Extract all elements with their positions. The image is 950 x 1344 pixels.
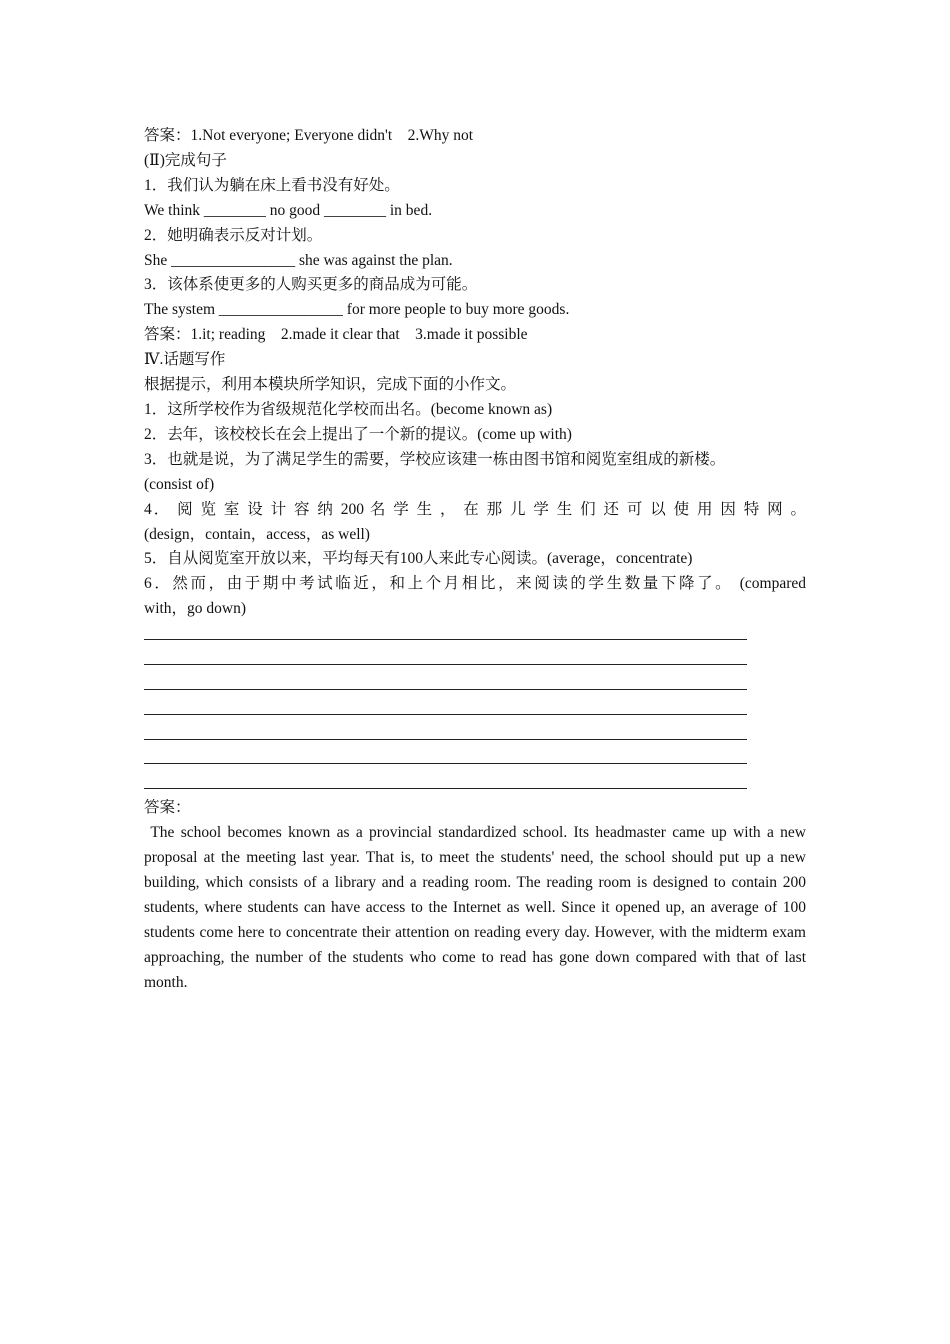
prompt-6-line-2: with，go down)	[144, 600, 247, 618]
sentence-1-chinese: 1．我们认为躺在床上看书没有好处。	[144, 176, 400, 194]
essay-answer: The school becomes known as a provincial standardized school. Its headmaster came up with a new proposal at the meeting last year. That is, to meet the students' need, the school should put up a new building, which consists of a library and a reading room. The reading room is designed to contain 200 students, where students can have access to the Internet as well. Since it opened up, an average of 100 students come here to concentrate their attention on reading every day. However, with the midterm exam approaching, the number of the students who come to read has gone down compared with that of last month.	[144, 824, 806, 991]
writing-line	[144, 747, 747, 772]
prompt-6-line-1: 6．然而，由于期中考试临近，和上个月相比，来阅读的学生数量下降了。 (compared	[144, 575, 806, 593]
sentence-3-english: The system ________________ for more people to buy more goods.	[144, 301, 570, 319]
prompt-3-line-2: (consist of)	[144, 475, 215, 493]
writing-line	[144, 647, 747, 672]
writing-line	[144, 672, 747, 697]
section-iv-instruction: 根据提示，利用本模块所学知识，完成下面的小作文。	[144, 376, 517, 394]
sentence-2-english: She ________________ she was against the plan.	[144, 251, 453, 269]
section-ii-answer: 答案：1.Not everyone; Everyone didn't 2.Why not	[144, 127, 474, 144]
prompt-4-line-1: 4． 阅 览 室 设 计 容 纳 200 名 学 生 ， 在 那 儿 学 生 们 还 可 以 使 用 因 特 网 。	[144, 500, 806, 518]
prompt-2: 2．去年，该校校长在会上提出了一个新的提议。(come up with)	[144, 425, 572, 443]
writing-line	[144, 697, 747, 722]
prompt-1: 1．这所学校作为省级规范化学校而出名。(become known as)	[144, 400, 553, 418]
writing-line	[144, 622, 747, 647]
document-page	[144, 124, 806, 996]
writing-line	[144, 771, 747, 796]
sentence-1-english: We think ________ no good ________ in bed.	[144, 201, 433, 219]
sentences-answer: 答案：1.it; reading 2.made it clear that 3.made it possible	[144, 326, 528, 344]
prompt-4-line-2: (design，contain，access，as well)	[144, 525, 370, 543]
essay-answer-label: 答案：	[144, 799, 191, 817]
prompt-5: 5．自从阅览室开放以来，平均每天有100人来此专心阅读。(average，concentrate)	[144, 550, 693, 568]
writing-line	[144, 722, 747, 747]
section-iv-title: Ⅳ.话题写作	[144, 351, 226, 369]
section-ii-title: (Ⅱ)完成句子	[144, 151, 227, 169]
sentence-3-chinese: 3．该体系使更多的人购买更多的商品成为可能。	[144, 276, 478, 294]
sentence-2-chinese: 2．她明确表示反对计划。	[144, 226, 323, 244]
writing-lines	[144, 622, 806, 796]
prompt-3-line-1: 3．也就是说，为了满足学生的需要，学校应该建一栋由图书馆和阅览室组成的新楼。	[144, 450, 726, 468]
